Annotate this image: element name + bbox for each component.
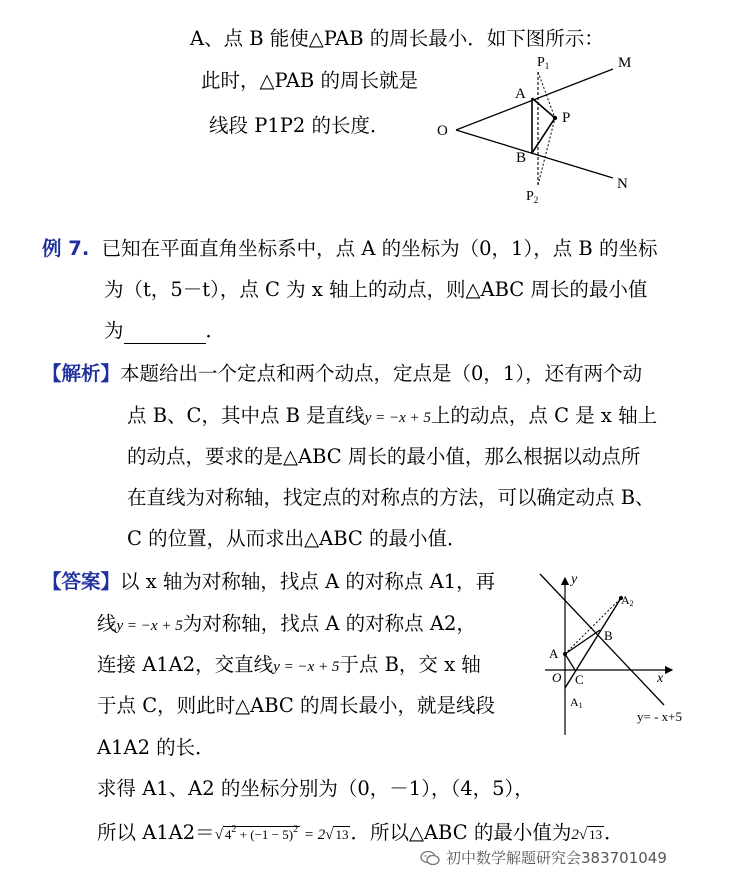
analysis-line-3: 的动点，要求的是△ABC 周长的最小值，那么根据以动点所 [127, 445, 641, 468]
answer-tag: 【答案】 [42, 570, 121, 593]
label-p2: $P_2$ [526, 189, 539, 205]
label-a: A [549, 646, 559, 661]
analysis-text-2a: 点 B、C，其中点 B 是直线 [127, 404, 365, 427]
watermark-text: 初中数学解题研究会383701049 [446, 849, 667, 867]
point-a [563, 652, 567, 656]
label-c: C [575, 672, 584, 687]
example-text-3: 为 [104, 319, 124, 342]
answer-text-3b: 于点 B，交 x 轴 [339, 653, 481, 676]
segment-a1-a2 [565, 598, 621, 688]
label-o: O [552, 670, 562, 685]
formula-result: 2√ 13 [571, 827, 603, 843]
answer-text-7b: ．所以△ABC 的最小值为 [350, 821, 572, 844]
answer-line-6: 求得 A1、A2 的坐标分别为（0，－1），（4，5）， [97, 777, 534, 800]
segment-a-a2-dashed [565, 598, 621, 654]
intro-line-1: A、点 B 能使△PAB 的周长最小．如下图所示： [190, 27, 604, 50]
label-p1: $P_1$ [537, 55, 550, 71]
label-a2: A2 [621, 593, 634, 608]
watermark [420, 847, 667, 868]
formula-distance: √ $4^2 + (-1 - 5)^2 = 2√$ 13 [214, 824, 349, 843]
analysis-tag: 【解析】 [42, 362, 121, 385]
answer-text-2b: 为对称轴，找点 A 的对称点 A2， [182, 612, 476, 635]
label-b: B [516, 150, 527, 166]
formula-line: y = −x + 5 [364, 410, 431, 426]
label-m: M [618, 55, 632, 71]
answer-line-4: 于点 C，则此时△ABC 的周长最小，就是线段 [97, 694, 496, 717]
label-line-equation: y= - x+5 [637, 709, 682, 724]
formula-line: y = −x + 5 [116, 618, 183, 634]
label-n: N [617, 176, 628, 192]
label-o: O [437, 123, 448, 139]
example-text-1: 已知在平面直角坐标系中，点 A 的坐标为（0，1），点 B 的坐标 [101, 237, 658, 260]
label-p: P [562, 110, 571, 126]
segment-a-b [565, 630, 600, 654]
intro-line-2: 此时，△PAB 的周长就是 [201, 69, 418, 92]
example-label: 例 7. [42, 237, 90, 260]
segment-a-c [565, 654, 575, 670]
wechat-icon [420, 850, 440, 866]
example-text-3-end: ． [205, 319, 226, 342]
answer-text-1: 以 x 轴为对称轴，找点 A 的对称点 A1，再 [120, 570, 496, 593]
analysis-text-1: 本题给出一个定点和两个动点，定点是（0，1），还有两个动 [120, 362, 643, 385]
label-b: B [604, 628, 613, 643]
analysis-text-2b: 上的动点，点 C 是 x 轴上 [430, 404, 658, 427]
example-line-2: 为（t，5－t），点 C 为 x 轴上的动点，则△ABC 周长的最小值 [104, 278, 648, 301]
analysis-line-5: C 的位置，从而求出△ABC 的最小值． [127, 527, 467, 550]
formula-line: y = −x + 5 [273, 659, 340, 675]
answer-text-3a: 连接 A1A2，交直线 [97, 653, 274, 676]
line-y-neg-x-plus-5 [540, 574, 664, 705]
answer-line-5: A1A2 的长． [97, 736, 215, 759]
label-x: x [657, 671, 664, 686]
intro-line-3: 线段 P1P2 的长度． [209, 114, 390, 137]
answer-text-7a: 所以 A1A2＝ [97, 821, 215, 844]
analysis-line-4: 在直线为对称轴，找定点的对称点的方法，可以确定动点 B、 [127, 486, 655, 509]
label-a1: A1 [570, 695, 583, 710]
label-a: A [515, 86, 526, 102]
answer-text-2a: 线 [97, 612, 117, 635]
label-y: y [571, 572, 578, 587]
answer-text-7d: ． [604, 821, 624, 844]
